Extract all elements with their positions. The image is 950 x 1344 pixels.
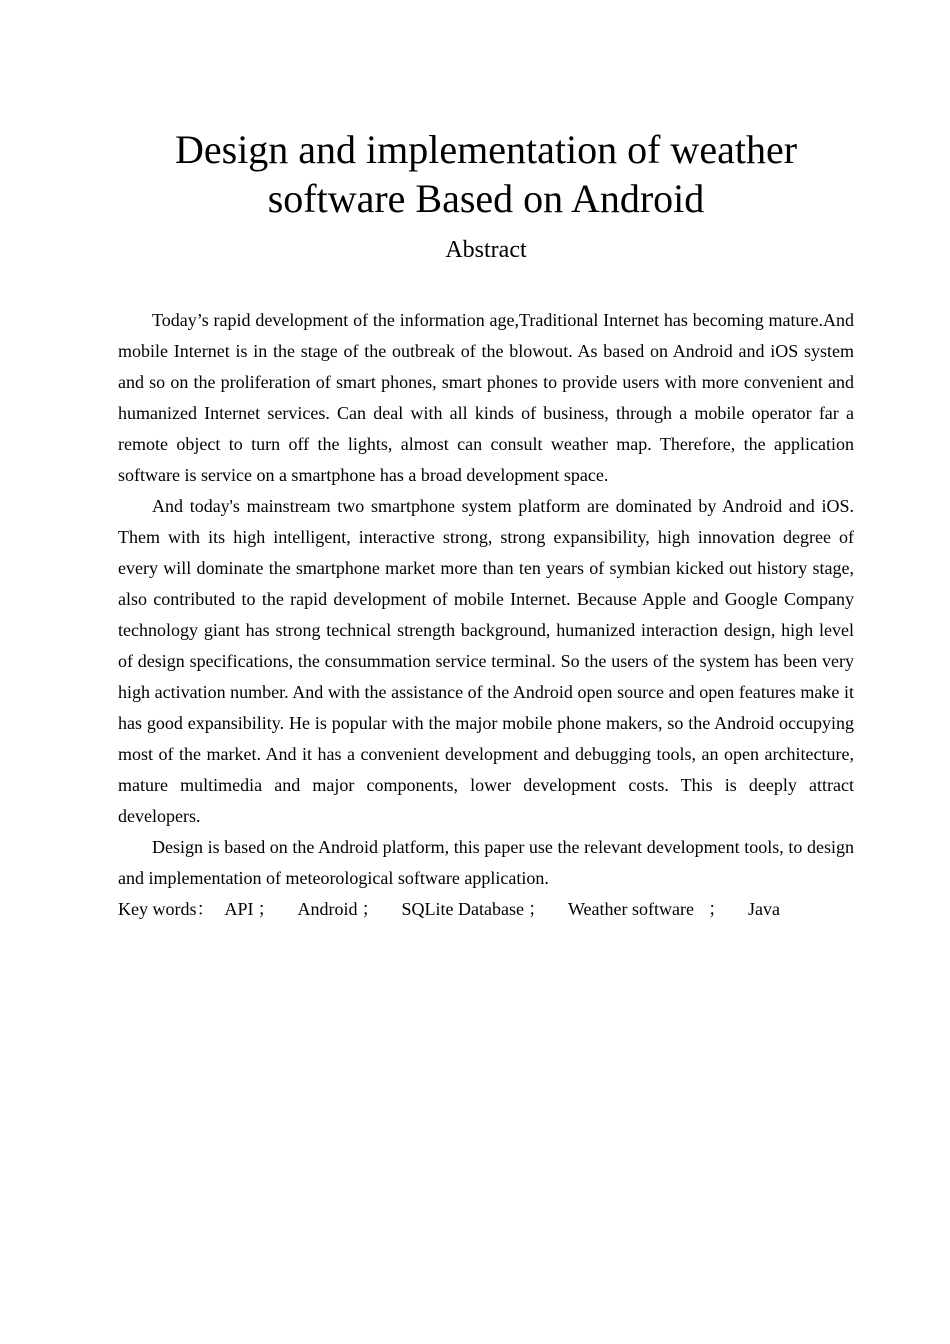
keyword-item: SQLite Database (401, 899, 524, 919)
title-line-1: Design and implementation of weather (174, 127, 798, 172)
keyword-item: Android (297, 899, 358, 919)
keyword-separator: ； (707, 899, 726, 919)
abstract-paragraph-2: And today's mainstream two smartphone system platform are dominated by Android and iOS. Them with its high intelligent, interactive strong, strong expansibility, high innovation degree of every will dominate the smartphone market more than ten years of symbian kicked out history stage, also contributed to the rapid development of mobile Internet. Because Apple and Google Company technology giant has strong technical strength background, humanized interaction design, high level of design specifications, the consummation service terminal. So the users of the system has been very high activation number. And with the assistance of the Android open source and open features make it has good expansibility. He is popular with the major mobile phone makers, so the Android occupying most of the market. And it has a convenient development and debugging tools, an open architecture, mature multimedia and major components, lower development costs. This is deeply attract developers. (118, 496, 854, 826)
keyword-item: API (224, 899, 254, 919)
abstract-paragraph-1: Today’s rapid development of the information age,Traditional Internet has becoming mature.And mobile Internet is in the stage of the outbreak of the blowout. As based on Android and iOS system and so on the proliferation of smart phones, smart phones to provide users with more convenient and humanized Internet services. Can deal with all kinds of business, through a mobile operator far a remote object to turn off the lights, almost can consult weather map. Therefore, the application software is service on a smartphone has a broad development space. (118, 310, 854, 485)
keyword-separator: ； (257, 899, 276, 919)
abstract-paragraph-3: Design is based on the Android platform, this paper use the relevant development tools, to design and implementation of meteorological software application. (118, 837, 854, 888)
keyword-separator: ； (361, 899, 380, 919)
keyword-separator: ； (527, 899, 546, 919)
keyword-item: Java (747, 899, 780, 919)
abstract-body (118, 305, 854, 925)
keywords-label: Key words： (118, 899, 215, 919)
title-line-2: software Based on Android (267, 176, 705, 221)
keywords-line (118, 894, 854, 925)
document-title (118, 125, 854, 223)
keyword-item: Weather software (567, 899, 694, 919)
abstract-heading: Abstract (445, 237, 527, 263)
document-page (118, 0, 854, 925)
